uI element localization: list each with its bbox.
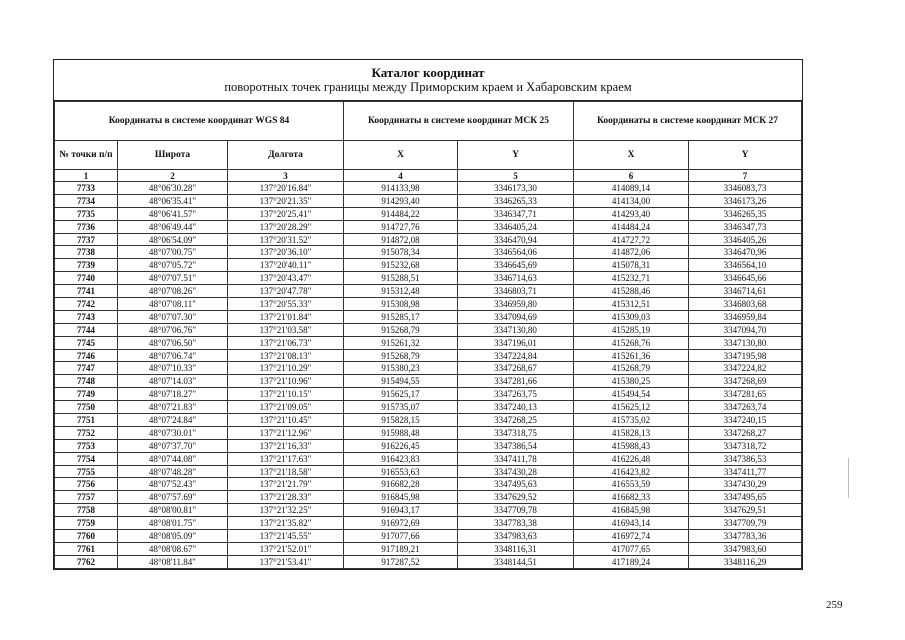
point-number-cell: 7757 — [55, 491, 118, 504]
msk25-x-cell: 915494,55 — [344, 375, 458, 388]
point-number-cell: 7741 — [55, 285, 118, 298]
point-number-cell: 7761 — [55, 542, 118, 555]
msk27-y-cell: 3347430,29 — [689, 478, 802, 491]
msk27-x-cell: 415232,71 — [574, 272, 689, 285]
msk27-x-cell: 415268,76 — [574, 336, 689, 349]
msk27-y-cell: 3346564,10 — [689, 259, 802, 272]
msk27-y-cell: 3346959,84 — [689, 310, 802, 323]
msk27-x-cell: 415288,46 — [574, 285, 689, 298]
msk27-x-cell: 416553,59 — [574, 478, 689, 491]
point-number-cell: 7742 — [55, 298, 118, 311]
table-row — [55, 310, 802, 323]
column-number: 7 — [689, 170, 802, 182]
point-number-cell: 7753 — [55, 439, 118, 452]
msk25-x-cell: 915268,79 — [344, 323, 458, 336]
msk25-y-cell: 3346347,71 — [458, 207, 574, 220]
msk25-x-cell: 916682,28 — [344, 478, 458, 491]
longitude-cell: 137°21'45.55" — [228, 530, 344, 543]
msk25-x-cell: 914872,08 — [344, 233, 458, 246]
point-number-cell: 7740 — [55, 272, 118, 285]
msk27-y-cell: 3346083,73 — [689, 182, 802, 195]
table-row — [55, 233, 802, 246]
msk27-x-cell: 416226,48 — [574, 452, 689, 465]
latitude-cell: 48°06'49.44" — [118, 220, 228, 233]
msk27-x-header: X — [574, 141, 689, 170]
msk27-y-cell: 3347386,53 — [689, 452, 802, 465]
msk25-y-cell: 3347224,84 — [458, 349, 574, 362]
msk27-y-cell: 3346470,96 — [689, 246, 802, 259]
point-number-cell: 7737 — [55, 233, 118, 246]
longitude-cell: 137°21'35.82" — [228, 517, 344, 530]
msk27-y-cell: 3347783,36 — [689, 530, 802, 543]
msk27-y-cell: 3348116,29 — [689, 555, 802, 568]
msk27-y-cell: 3347130,80 — [689, 336, 802, 349]
longitude-cell: 137°21'03.58" — [228, 323, 344, 336]
msk25-y-cell: 3347709,78 — [458, 504, 574, 517]
msk25-y-cell: 3347094,69 — [458, 310, 574, 323]
point-number-cell: 7735 — [55, 207, 118, 220]
msk25-y-cell: 3347411,78 — [458, 452, 574, 465]
point-number-cell: 7752 — [55, 426, 118, 439]
msk27-x-cell: 415828,13 — [574, 426, 689, 439]
latitude-cell: 48°07'06.50" — [118, 336, 228, 349]
point-number-header: № точки п/п — [55, 141, 118, 170]
latitude-cell: 48°07'37.70" — [118, 439, 228, 452]
latitude-cell: 48°07'30.01" — [118, 426, 228, 439]
msk27-x-cell: 415309,03 — [574, 310, 689, 323]
msk27-y-cell: 3346803,68 — [689, 298, 802, 311]
msk25-x-cell: 915078,34 — [344, 246, 458, 259]
table-row — [55, 336, 802, 349]
point-number-cell: 7733 — [55, 182, 118, 195]
msk27-x-cell: 415268,79 — [574, 362, 689, 375]
msk27-x-cell: 415285,19 — [574, 323, 689, 336]
longitude-cell: 137°20'28.29" — [228, 220, 344, 233]
table-row — [55, 542, 802, 555]
system-header-row — [55, 102, 802, 141]
msk27-x-cell: 415625,12 — [574, 401, 689, 414]
msk25-y-cell: 3347240,13 — [458, 401, 574, 414]
msk27-y-cell: 3346347,73 — [689, 220, 802, 233]
msk25-x-cell: 914293,40 — [344, 194, 458, 207]
point-number-cell: 7756 — [55, 478, 118, 491]
latitude-cell: 48°07'06.74" — [118, 349, 228, 362]
table-row — [55, 298, 802, 311]
msk25-y-cell: 3347430,28 — [458, 465, 574, 478]
point-number-cell: 7747 — [55, 362, 118, 375]
msk25-x-cell: 914133,98 — [344, 182, 458, 195]
latitude-cell: 48°07'08.26" — [118, 285, 228, 298]
msk27-y-cell: 3347268,27 — [689, 426, 802, 439]
point-number-cell: 7749 — [55, 388, 118, 401]
latitude-cell: 48°08'08.67" — [118, 542, 228, 555]
point-number-cell: 7738 — [55, 246, 118, 259]
longitude-cell: 137°20'36.10" — [228, 246, 344, 259]
msk25-x-header: X — [344, 141, 458, 170]
table-row — [55, 362, 802, 375]
msk25-x-cell: 916553,63 — [344, 465, 458, 478]
msk25-y-cell: 3348116,31 — [458, 542, 574, 555]
longitude-cell: 137°21'09.05" — [228, 401, 344, 414]
msk27-x-cell: 415261,36 — [574, 349, 689, 362]
msk27-x-cell: 415735,02 — [574, 414, 689, 427]
msk25-x-cell: 917189,21 — [344, 542, 458, 555]
latitude-cell: 48°07'07.51" — [118, 272, 228, 285]
latitude-cell: 48°06'41.57" — [118, 207, 228, 220]
msk27-y-cell: 3347709,79 — [689, 517, 802, 530]
point-number-cell: 7762 — [55, 555, 118, 568]
table-row — [55, 452, 802, 465]
msk25-x-cell: 914727,76 — [344, 220, 458, 233]
latitude-cell: 48°07'06.76" — [118, 323, 228, 336]
msk25-y-cell: 3347495,63 — [458, 478, 574, 491]
point-number-cell: 7743 — [55, 310, 118, 323]
longitude-cell: 137°21'32.25" — [228, 504, 344, 517]
msk27-x-cell: 415312,51 — [574, 298, 689, 311]
longitude-cell: 137°21'12.96" — [228, 426, 344, 439]
latitude-header: Широта — [118, 141, 228, 170]
msk27-y-cell: 3347983,60 — [689, 542, 802, 555]
point-number-cell: 7745 — [55, 336, 118, 349]
coordinate-rows — [55, 182, 802, 569]
msk25-x-cell: 915285,17 — [344, 310, 458, 323]
longitude-cell: 137°21'10.15" — [228, 388, 344, 401]
longitude-cell: 137°21'10.45" — [228, 414, 344, 427]
msk27-x-cell: 416423,82 — [574, 465, 689, 478]
msk27-x-cell: 417077,65 — [574, 542, 689, 555]
longitude-header: Долгота — [228, 141, 344, 170]
column-number: 6 — [574, 170, 689, 182]
msk25-y-cell: 3346173,30 — [458, 182, 574, 195]
column-number: 2 — [118, 170, 228, 182]
catalog-title-block — [54, 60, 802, 101]
longitude-cell: 137°20'40.11" — [228, 259, 344, 272]
msk27-y-cell: 3347094,70 — [689, 323, 802, 336]
longitude-cell: 137°20'25.41" — [228, 207, 344, 220]
msk27-y-cell: 3346265,35 — [689, 207, 802, 220]
latitude-cell: 48°08'00.81" — [118, 504, 228, 517]
msk25-y-cell: 3346564,06 — [458, 246, 574, 259]
column-header-row — [55, 141, 802, 170]
msk25-y-cell: 3346803,71 — [458, 285, 574, 298]
msk27-y-cell: 3346173,26 — [689, 194, 802, 207]
latitude-cell: 48°07'14.03" — [118, 375, 228, 388]
msk25-x-cell: 915380,23 — [344, 362, 458, 375]
msk25-y-cell: 3347281,66 — [458, 375, 574, 388]
longitude-cell: 137°20'16.84" — [228, 182, 344, 195]
msk25-x-cell: 916972,69 — [344, 517, 458, 530]
latitude-cell: 48°08'11.84" — [118, 555, 228, 568]
column-number: 3 — [228, 170, 344, 182]
table-row — [55, 323, 802, 336]
msk27-x-cell: 414727,72 — [574, 233, 689, 246]
latitude-cell: 48°07'10.33" — [118, 362, 228, 375]
column-number-row — [55, 170, 802, 182]
table-row — [55, 349, 802, 362]
longitude-cell: 137°21'52.01" — [228, 542, 344, 555]
latitude-cell: 48°07'52.43" — [118, 478, 228, 491]
msk27-x-cell: 416943,14 — [574, 517, 689, 530]
msk27-x-cell: 417189,24 — [574, 555, 689, 568]
latitude-cell: 48°07'05.72" — [118, 259, 228, 272]
point-number-cell: 7754 — [55, 452, 118, 465]
msk27-x-cell: 415078,31 — [574, 259, 689, 272]
msk27-x-cell: 415494,54 — [574, 388, 689, 401]
latitude-cell: 48°07'24.84" — [118, 414, 228, 427]
msk25-y-cell: 3347196,01 — [458, 336, 574, 349]
msk27-x-cell: 415988,43 — [574, 439, 689, 452]
point-number-cell: 7758 — [55, 504, 118, 517]
msk25-x-cell: 915308,98 — [344, 298, 458, 311]
longitude-cell: 137°21'53.41" — [228, 555, 344, 568]
point-number-cell: 7755 — [55, 465, 118, 478]
table-row — [55, 414, 802, 427]
latitude-cell: 48°06'54.09" — [118, 233, 228, 246]
table-row — [55, 272, 802, 285]
latitude-cell: 48°07'08.11" — [118, 298, 228, 311]
msk25-y-cell: 3347386,54 — [458, 439, 574, 452]
msk25-x-cell: 915288,51 — [344, 272, 458, 285]
table-row — [55, 220, 802, 233]
page-number: 259 — [826, 599, 843, 611]
msk27-x-cell: 414089,14 — [574, 182, 689, 195]
column-number: 1 — [55, 170, 118, 182]
longitude-cell: 137°21'06.73" — [228, 336, 344, 349]
msk25-x-cell: 916943,17 — [344, 504, 458, 517]
msk27-y-cell: 3346714,61 — [689, 285, 802, 298]
msk25-y-cell: 3347318,75 — [458, 426, 574, 439]
msk27-y-cell: 3346645,66 — [689, 272, 802, 285]
wgs84-system-header: Координаты в системе координат WGS 84 — [55, 102, 344, 141]
latitude-cell: 48°07'48.28" — [118, 465, 228, 478]
msk27-x-cell: 414134,00 — [574, 194, 689, 207]
table-row — [55, 504, 802, 517]
column-number: 5 — [458, 170, 574, 182]
msk25-x-cell: 916423,83 — [344, 452, 458, 465]
msk27-x-cell: 416972,74 — [574, 530, 689, 543]
msk25-x-cell: 915261,32 — [344, 336, 458, 349]
latitude-cell: 48°07'00.75" — [118, 246, 228, 259]
table-row — [55, 259, 802, 272]
latitude-cell: 48°06'35.41" — [118, 194, 228, 207]
msk27-x-cell: 414484,24 — [574, 220, 689, 233]
msk25-y-cell: 3346405,24 — [458, 220, 574, 233]
msk25-x-cell: 915268,79 — [344, 349, 458, 362]
msk25-y-cell: 3347983,63 — [458, 530, 574, 543]
latitude-cell: 48°07'21.83" — [118, 401, 228, 414]
msk25-y-cell: 3347268,67 — [458, 362, 574, 375]
msk27-x-cell: 414872,06 — [574, 246, 689, 259]
table-row — [55, 555, 802, 568]
msk27-y-cell: 3347263,74 — [689, 401, 802, 414]
latitude-cell: 48°08'01.75" — [118, 517, 228, 530]
msk25-x-cell: 917287,52 — [344, 555, 458, 568]
msk25-y-cell: 3346470,94 — [458, 233, 574, 246]
point-number-cell: 7759 — [55, 517, 118, 530]
table-row — [55, 401, 802, 414]
latitude-cell: 48°07'44.08" — [118, 452, 228, 465]
longitude-cell: 137°20'21.35" — [228, 194, 344, 207]
coordinate-catalog-sheet — [53, 59, 803, 570]
table-row — [55, 517, 802, 530]
table-row — [55, 465, 802, 478]
msk27-y-cell: 3347318,72 — [689, 439, 802, 452]
msk27-y-cell: 3347411,77 — [689, 465, 802, 478]
msk25-y-cell: 3347130,80 — [458, 323, 574, 336]
pencil-mark — [848, 458, 849, 498]
longitude-cell: 137°21'10.29" — [228, 362, 344, 375]
table-row — [55, 182, 802, 195]
latitude-cell: 48°07'57.69" — [118, 491, 228, 504]
msk27-y-cell: 3347281,65 — [689, 388, 802, 401]
table-row — [55, 207, 802, 220]
longitude-cell: 137°21'21.79" — [228, 478, 344, 491]
longitude-cell: 137°20'55.33" — [228, 298, 344, 311]
msk25-x-cell: 915828,15 — [344, 414, 458, 427]
msk27-x-cell: 414293,40 — [574, 207, 689, 220]
table-row — [55, 194, 802, 207]
table-row — [55, 388, 802, 401]
msk25-x-cell: 914484,22 — [344, 207, 458, 220]
longitude-cell: 137°20'31.52" — [228, 233, 344, 246]
msk27-y-cell: 3347629,51 — [689, 504, 802, 517]
table-row — [55, 375, 802, 388]
msk25-x-cell: 917077,66 — [344, 530, 458, 543]
longitude-cell: 137°21'10.96" — [228, 375, 344, 388]
longitude-cell: 137°20'43.47" — [228, 272, 344, 285]
longitude-cell: 137°21'18.58" — [228, 465, 344, 478]
longitude-cell: 137°21'08.13" — [228, 349, 344, 362]
table-row — [55, 478, 802, 491]
msk25-x-cell: 915988,48 — [344, 426, 458, 439]
point-number-cell: 7739 — [55, 259, 118, 272]
point-number-cell: 7734 — [55, 194, 118, 207]
msk25-x-cell: 915232,68 — [344, 259, 458, 272]
table-row — [55, 491, 802, 504]
point-number-cell: 7751 — [55, 414, 118, 427]
point-number-cell: 7746 — [55, 349, 118, 362]
msk25-x-cell: 915312,48 — [344, 285, 458, 298]
msk25-y-cell: 3347783,38 — [458, 517, 574, 530]
table-row — [55, 439, 802, 452]
catalog-subtitle: поворотных точек границы между Приморским краем и Хабаровским краем — [224, 80, 632, 94]
msk27-y-cell: 3347495,65 — [689, 491, 802, 504]
msk27-y-cell: 3347268,69 — [689, 375, 802, 388]
table-row — [55, 285, 802, 298]
msk25-y-cell: 3347263,75 — [458, 388, 574, 401]
msk25-y-cell: 3346714,63 — [458, 272, 574, 285]
longitude-cell: 137°21'28.33" — [228, 491, 344, 504]
point-number-cell: 7736 — [55, 220, 118, 233]
longitude-cell: 137°20'47.78" — [228, 285, 344, 298]
msk25-x-cell: 916845,98 — [344, 491, 458, 504]
msk27-y-cell: 3347240,15 — [689, 414, 802, 427]
msk25-system-header: Координаты в системе координат МСК 25 — [344, 102, 574, 141]
latitude-cell: 48°08'05.09" — [118, 530, 228, 543]
longitude-cell: 137°21'16.33" — [228, 439, 344, 452]
latitude-cell: 48°07'18.27" — [118, 388, 228, 401]
table-row — [55, 426, 802, 439]
point-number-cell: 7760 — [55, 530, 118, 543]
longitude-cell: 137°21'17.63" — [228, 452, 344, 465]
column-number: 4 — [344, 170, 458, 182]
msk27-y-cell: 3347195,98 — [689, 349, 802, 362]
point-number-cell: 7744 — [55, 323, 118, 336]
coordinate-table — [54, 101, 802, 569]
msk25-x-cell: 916226,45 — [344, 439, 458, 452]
catalog-title: Каталог координат — [371, 65, 485, 80]
point-number-cell: 7750 — [55, 401, 118, 414]
longitude-cell: 137°21'01.84" — [228, 310, 344, 323]
msk25-x-cell: 915735,07 — [344, 401, 458, 414]
table-row — [55, 246, 802, 259]
msk25-y-cell: 3347629,52 — [458, 491, 574, 504]
msk27-y-header: Y — [689, 141, 802, 170]
msk25-y-cell: 3348144,51 — [458, 555, 574, 568]
msk27-x-cell: 415380,25 — [574, 375, 689, 388]
msk25-x-cell: 915625,17 — [344, 388, 458, 401]
latitude-cell: 48°06'30.28" — [118, 182, 228, 195]
msk25-y-cell: 3346645,69 — [458, 259, 574, 272]
table-row — [55, 530, 802, 543]
msk25-y-cell: 3346265,33 — [458, 194, 574, 207]
msk27-x-cell: 416845,98 — [574, 504, 689, 517]
point-number-cell: 7748 — [55, 375, 118, 388]
msk25-y-header: Y — [458, 141, 574, 170]
msk27-system-header: Координаты в системе координат МСК 27 — [574, 102, 802, 141]
latitude-cell: 48°07'07.30" — [118, 310, 228, 323]
msk25-y-cell: 3346959,80 — [458, 298, 574, 311]
msk25-y-cell: 3347268,25 — [458, 414, 574, 427]
msk27-x-cell: 416682,33 — [574, 491, 689, 504]
msk27-y-cell: 3347224,82 — [689, 362, 802, 375]
msk27-y-cell: 3346405,26 — [689, 233, 802, 246]
